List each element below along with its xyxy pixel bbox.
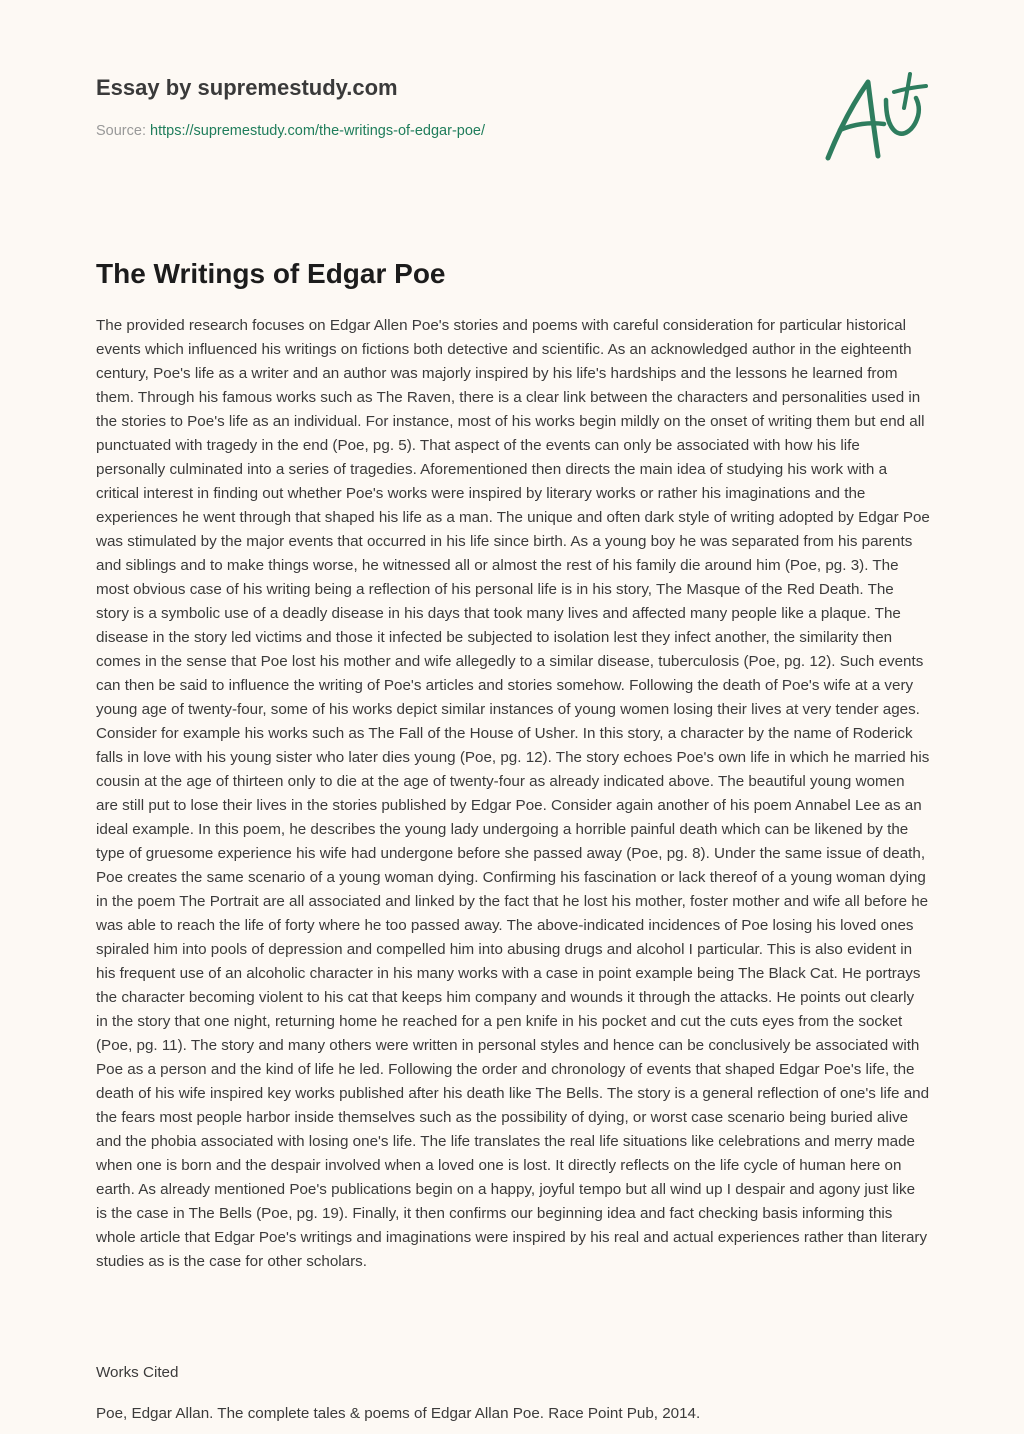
works-cited-heading: Works Cited	[96, 1364, 179, 1381]
source-line	[96, 121, 485, 141]
a-plus-logo-icon	[818, 66, 928, 166]
site-title: Essay by supremestudy.com	[96, 75, 398, 100]
source-label: Source:	[96, 123, 146, 139]
source-link[interactable]: https://supremestudy.com/the-writings-of-edgar-poe/	[150, 123, 486, 139]
page-title: The Writings of Edgar Poe	[96, 258, 446, 289]
citation: Poe, Edgar Allan. The complete tales & poems of Edgar Allan Poe. Race Point Pub, 2014.	[96, 1405, 701, 1422]
essay-body: The provided research focuses on Edgar Allen Poe's stories and poems with careful consideration for particular historical events which influenced his writings on fictions both detective and scientific. As an acknowledged author in the eighteenth century, Poe's life as a writer and an author was majorly inspired by his life's hardships and the lessons he learned from them. Through his famous works such as The Raven, there is a clear link between the characters and personalities used in the stories to Poe's life as an individual. For instance, most of his works begin mildly on the onset of writing them but end all punctuated with tragedy in the end (Poe, pg. 5). That aspect of the events can only be associated with how his life personally culminated into a series of tragedies. Aforementioned then directs the main idea of studying his work with a critical interest in finding out whether Poe's works were inspired by literary works or rather his imaginations and the experiences he went through that shaped his life as a man. The unique and often dark style of writing adopted by Edgar Poe was stimulated by the major events that occurred in his life since birth. As a young boy he was separated from his parents and siblings and to make things worse, he witnessed all or almost the rest of his family die around him (Poe, pg. 3). The most obvious case of his writing being a reflection of his personal life is in his story, The Masque of the Red Death. The story is a symbolic use of a deadly disease in his days that took many lives and affected many people like a plaque. The disease in the story led victims and those it infected be subjected to isolation lest they infect another, the similarity then comes in the sense that Poe lost his mother and wife allegedly to a similar disease, tuberculosis (Poe, pg. 12). Such events can then be said to influence the writing of Poe's articles and stories somehow. Following the death of Poe's wife at a very young age of twenty-four, some of his works depict similar instances of young women losing their lives at very tender ages. Consider for example his works such as The Fall of the House of Usher. In this story, a character by the name of Roderick falls in love with his young sister who later dies young (Poe, pg. 12). The story echoes Poe's own life in which he married his cousin at the age of thirteen only to die at the age of twenty-four as already indicated above. The beautiful young women are still put to lose their lives in the stories published by Edgar Poe. Consider again another of his poem Annabel Lee as an ideal example. In this poem, he describes the young lady undergoing a horrible painful death which can be likened by the type of gruesome experience his wife had undergone before she passed away (Poe, pg. 8). Under the same issue of death, Poe creates the same scenario of a young woman dying. Confirming his fascination or lack thereof of a young woman dying in the poem The Portrait are all associated and linked by the fact that he lost his mother, foster mother and wife all before he was able to reach the life of forty where he too passed away. The above-indicated incidences of Poe losing his loved ones spiraled him into pools of depression and compelled him into abusing drugs and alcohol I particular. This is also evident in his frequent use of an alcoholic character in his many works with a case in point example being The Black Cat. He portrays the character becoming violent to his cat that keeps him company and wounds it through the attacks. He points out clearly in the story that one night, returning home he reached for a pen knife in his pocket and cut the cuts eyes from the socket (Poe, pg. 11). The story and many others were written in personal styles and hence can be conclusively be associated with Poe as a person and the kind of life he led. Following the order and chronology of events that shaped Edgar Poe's life, the death of his wife inspired key works published after his death like The Bells. The story is a general reflection of one's life and the fears most people harbor inside themselves such as the possibility of dying, or worst case scenario being buried alive and the phobia associated with losing one's life. The life translates the real life situations like celebrations and merry made when one is born and the despair involved when a loved one is lost. It directly reflects on the life cycle of human here on earth. As already mentioned Poe's publications begin on a happy, joyful tempo but all wind up I despair and agony just like is the case in The Bells (Poe, pg. 19). Finally, it then confirms our beginning idea and fact checking basis informing this whole article that Edgar Poe's writings and imaginations were inspired by his real and actual experiences rather than literary studies as is the case for other scholars.	[96, 317, 930, 1270]
